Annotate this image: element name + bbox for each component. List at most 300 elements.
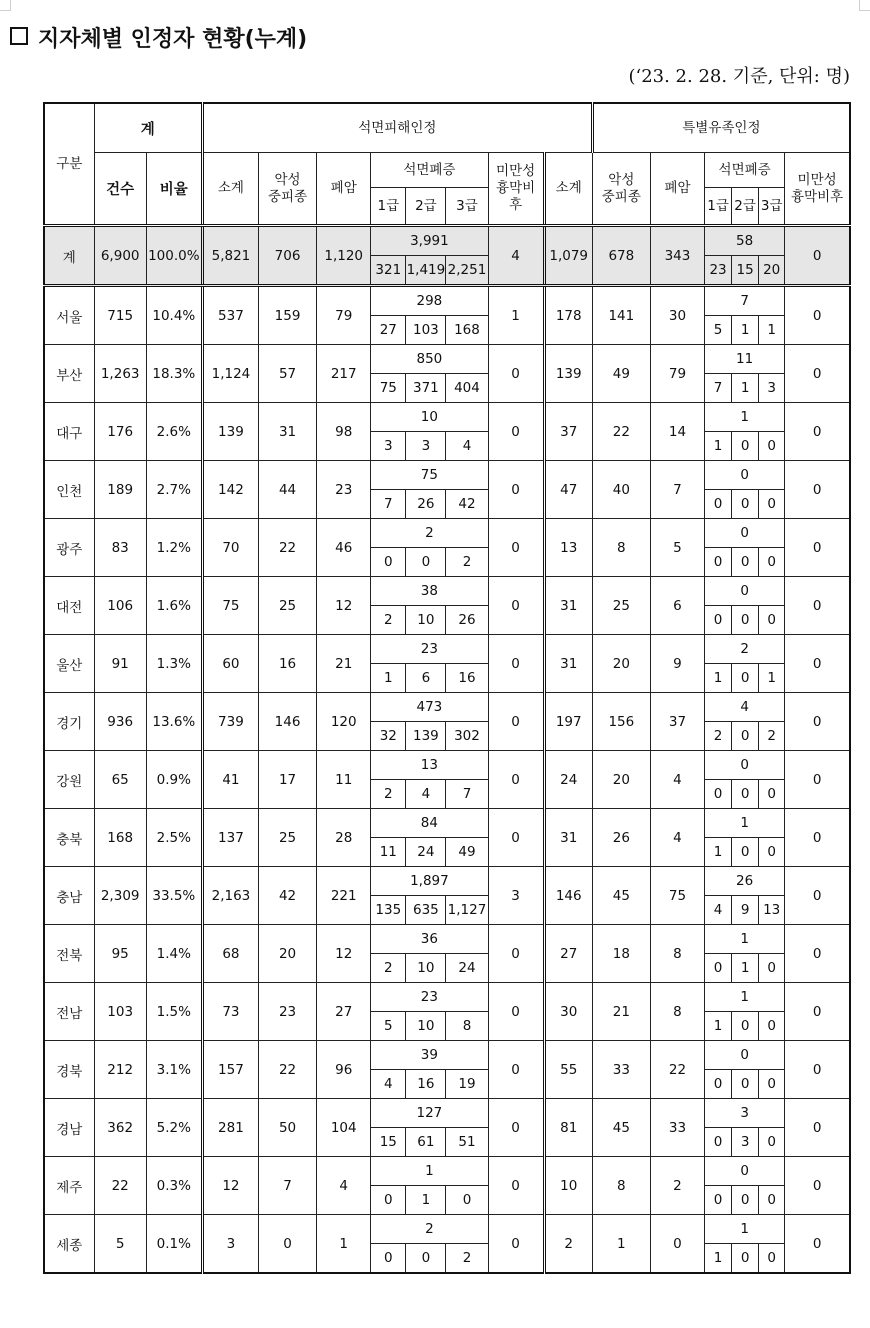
- row-a-asbestosis: 39: [371, 1041, 488, 1070]
- table-row: [44, 577, 850, 606]
- header-asbestos-group: 석면피해인정: [202, 103, 592, 153]
- row-s-asbestosis: 11: [705, 345, 785, 374]
- row-s-asbestosis: 0: [705, 1157, 785, 1186]
- row-s-asbestosis: 1: [705, 983, 785, 1012]
- header-s-g3: 3급: [759, 188, 785, 226]
- table-row: [44, 809, 850, 838]
- header-a-meso: 악성 중피종: [259, 153, 317, 226]
- row-s-lung: 7: [650, 461, 704, 519]
- row-a-lung: 79: [317, 286, 371, 345]
- row-a-meso: 22: [259, 1041, 317, 1099]
- row-s-lung: 79: [650, 345, 704, 403]
- row-s-meso: 18: [592, 925, 650, 983]
- row-a-g1: 2: [371, 780, 406, 809]
- row-s-asbestosis: 1: [705, 809, 785, 838]
- row-a-g3: 49: [446, 838, 488, 867]
- row-a-pleural: 0: [488, 635, 544, 693]
- row-a-lung: 104: [317, 1099, 371, 1157]
- row-count: 2,309: [94, 867, 146, 925]
- row-count: 189: [94, 461, 146, 519]
- row-s-g3: 0: [759, 1128, 785, 1157]
- row-a-pleural: 0: [488, 983, 544, 1041]
- row-a-asbestosis: 1: [371, 1157, 488, 1186]
- row-s-g1: 0: [705, 1128, 732, 1157]
- row-a-g3: 4: [446, 432, 488, 461]
- row-region-name: 대구: [44, 403, 94, 461]
- row-count: 212: [94, 1041, 146, 1099]
- row-s-asbestosis: 0: [705, 577, 785, 606]
- row-a-subtotal: 157: [202, 1041, 258, 1099]
- row-a-subtotal: 75: [202, 577, 258, 635]
- row-a-g1: 2: [371, 954, 406, 983]
- header-count: 건수: [94, 153, 146, 226]
- row-s-pleural: 0: [785, 867, 850, 925]
- row-count: 715: [94, 286, 146, 345]
- row-count: 5: [94, 1215, 146, 1274]
- row-region-name: 경북: [44, 1041, 94, 1099]
- row-region-name: 울산: [44, 635, 94, 693]
- row-s-subtotal: 13: [544, 519, 592, 577]
- row-s-subtotal: 2: [544, 1215, 592, 1274]
- row-s-meso: 49: [592, 345, 650, 403]
- row-a-lung: 23: [317, 461, 371, 519]
- row-s-pleural: 0: [785, 403, 850, 461]
- table-row: [44, 693, 850, 722]
- row-s-g3: 0: [759, 1070, 785, 1099]
- row-s-g3: 1: [759, 316, 785, 345]
- row-a-meso: 16: [259, 635, 317, 693]
- row-s-asbestosis: 58: [705, 226, 785, 256]
- row-a-pleural: 1: [488, 286, 544, 345]
- row-s-asbestosis: 4: [705, 693, 785, 722]
- row-s-g3: 0: [759, 432, 785, 461]
- row-a-subtotal: 281: [202, 1099, 258, 1157]
- row-s-asbestosis: 0: [705, 519, 785, 548]
- row-a-lung: 46: [317, 519, 371, 577]
- row-s-pleural: 0: [785, 286, 850, 345]
- row-a-subtotal: 137: [202, 809, 258, 867]
- row-s-g3: 0: [759, 1186, 785, 1215]
- row-a-asbestosis: 2: [371, 519, 488, 548]
- row-ratio: 1.6%: [146, 577, 202, 635]
- row-s-g3: 0: [759, 606, 785, 635]
- row-a-subtotal: 41: [202, 751, 258, 809]
- row-s-pleural: 0: [785, 1157, 850, 1215]
- row-s-lung: 8: [650, 983, 704, 1041]
- row-s-lung: 4: [650, 751, 704, 809]
- row-a-pleural: 0: [488, 577, 544, 635]
- header-ratio: 비율: [146, 153, 202, 226]
- row-a-g3: 2,251: [446, 256, 488, 286]
- row-a-g2: 10: [406, 954, 446, 983]
- row-a-subtotal: 139: [202, 403, 258, 461]
- row-a-subtotal: 2,163: [202, 867, 258, 925]
- row-s-g1: 1: [705, 664, 732, 693]
- row-region-name: 세종: [44, 1215, 94, 1274]
- row-s-lung: 4: [650, 809, 704, 867]
- row-s-subtotal: 47: [544, 461, 592, 519]
- row-s-asbestosis: 3: [705, 1099, 785, 1128]
- row-s-subtotal: 178: [544, 286, 592, 345]
- row-s-asbestosis: 1: [705, 403, 785, 432]
- row-s-meso: 45: [592, 867, 650, 925]
- row-a-g1: 7: [371, 490, 406, 519]
- row-s-subtotal: 31: [544, 577, 592, 635]
- header-total-group: 계: [94, 103, 202, 153]
- row-count: 106: [94, 577, 146, 635]
- row-s-asbestosis: 1: [705, 1215, 785, 1244]
- row-a-lung: 27: [317, 983, 371, 1041]
- row-a-subtotal: 739: [202, 693, 258, 751]
- row-s-subtotal: 27: [544, 925, 592, 983]
- row-s-g2: 0: [732, 606, 759, 635]
- row-a-subtotal: 68: [202, 925, 258, 983]
- header-s-meso: 악성 중피종: [592, 153, 650, 226]
- row-a-g3: 168: [446, 316, 488, 345]
- row-a-g2: 24: [406, 838, 446, 867]
- row-s-g2: 0: [732, 838, 759, 867]
- row-ratio: 18.3%: [146, 345, 202, 403]
- row-region-name: 광주: [44, 519, 94, 577]
- row-a-pleural: 0: [488, 461, 544, 519]
- row-a-g3: 404: [446, 374, 488, 403]
- row-s-lung: 8: [650, 925, 704, 983]
- row-region-name: 충북: [44, 809, 94, 867]
- row-s-g3: 20: [759, 256, 785, 286]
- row-ratio: 0.9%: [146, 751, 202, 809]
- row-s-pleural: 0: [785, 983, 850, 1041]
- row-a-asbestosis: 84: [371, 809, 488, 838]
- row-a-g3: 0: [446, 1186, 488, 1215]
- row-count: 91: [94, 635, 146, 693]
- row-a-meso: 31: [259, 403, 317, 461]
- row-a-g1: 0: [371, 548, 406, 577]
- table-row: [44, 286, 850, 316]
- row-a-g3: 42: [446, 490, 488, 519]
- row-ratio: 13.6%: [146, 693, 202, 751]
- row-s-lung: 5: [650, 519, 704, 577]
- row-a-g2: 0: [406, 1244, 446, 1274]
- row-s-lung: 37: [650, 693, 704, 751]
- row-count: 65: [94, 751, 146, 809]
- header-a-g1: 1급: [371, 188, 406, 226]
- row-s-g2: 3: [732, 1128, 759, 1157]
- row-s-pleural: 0: [785, 1099, 850, 1157]
- row-a-g2: 6: [406, 664, 446, 693]
- row-a-g3: 16: [446, 664, 488, 693]
- row-a-meso: 20: [259, 925, 317, 983]
- row-s-subtotal: 10: [544, 1157, 592, 1215]
- title-text: 지자체별 인정자 현황(누계): [38, 27, 308, 52]
- header-row-1: [44, 103, 850, 153]
- row-a-lung: 12: [317, 925, 371, 983]
- row-a-pleural: 0: [488, 925, 544, 983]
- row-s-meso: 25: [592, 577, 650, 635]
- row-a-g2: 371: [406, 374, 446, 403]
- row-a-g2: 1: [406, 1186, 446, 1215]
- row-a-meso: 17: [259, 751, 317, 809]
- row-s-g1: 1: [705, 432, 732, 461]
- row-a-g2: 1,419: [406, 256, 446, 286]
- row-s-g2: 0: [732, 1244, 759, 1274]
- row-s-lung: 33: [650, 1099, 704, 1157]
- row-a-lung: 12: [317, 577, 371, 635]
- row-ratio: 2.7%: [146, 461, 202, 519]
- row-a-g3: 26: [446, 606, 488, 635]
- row-s-asbestosis: 1: [705, 925, 785, 954]
- row-a-g1: 4: [371, 1070, 406, 1099]
- row-s-asbestosis: 7: [705, 286, 785, 316]
- row-s-g3: 3: [759, 374, 785, 403]
- row-a-asbestosis: 10: [371, 403, 488, 432]
- row-a-asbestosis: 23: [371, 983, 488, 1012]
- row-s-meso: 8: [592, 519, 650, 577]
- row-s-g2: 1: [732, 954, 759, 983]
- row-s-g1: 0: [705, 954, 732, 983]
- row-a-g1: 1: [371, 664, 406, 693]
- table-row: [44, 1215, 850, 1244]
- table-row: [44, 1041, 850, 1070]
- row-a-g1: 27: [371, 316, 406, 345]
- row-s-g2: 0: [732, 1186, 759, 1215]
- row-a-g2: 4: [406, 780, 446, 809]
- row-s-subtotal: 31: [544, 635, 592, 693]
- row-count: 936: [94, 693, 146, 751]
- row-ratio: 0.1%: [146, 1215, 202, 1274]
- row-s-g2: 1: [732, 374, 759, 403]
- row-count: 103: [94, 983, 146, 1041]
- row-a-g1: 2: [371, 606, 406, 635]
- row-s-asbestosis: 26: [705, 867, 785, 896]
- table-body: [44, 103, 850, 1273]
- row-s-g3: 0: [759, 548, 785, 577]
- row-a-subtotal: 5,821: [202, 226, 258, 286]
- header-s-g2: 2급: [732, 188, 759, 226]
- header-a-subtotal: 소계: [202, 153, 258, 226]
- row-a-pleural: 0: [488, 403, 544, 461]
- row-s-g2: 0: [732, 780, 759, 809]
- page-corner-mark-top-right: [859, 0, 870, 11]
- row-s-pleural: 0: [785, 693, 850, 751]
- row-a-g1: 0: [371, 1244, 406, 1274]
- row-a-asbestosis: 3,991: [371, 226, 488, 256]
- row-a-subtotal: 12: [202, 1157, 258, 1215]
- row-a-g3: 1,127: [446, 896, 488, 925]
- row-s-subtotal: 24: [544, 751, 592, 809]
- row-s-lung: 6: [650, 577, 704, 635]
- row-a-meso: 57: [259, 345, 317, 403]
- row-a-g3: 8: [446, 1012, 488, 1041]
- row-ratio: 1.2%: [146, 519, 202, 577]
- row-s-g3: 0: [759, 838, 785, 867]
- row-s-subtotal: 81: [544, 1099, 592, 1157]
- row-s-lung: 2: [650, 1157, 704, 1215]
- row-s-meso: 22: [592, 403, 650, 461]
- row-a-meso: 25: [259, 577, 317, 635]
- row-s-meso: 1: [592, 1215, 650, 1274]
- row-a-g3: 51: [446, 1128, 488, 1157]
- row-s-g1: 0: [705, 1186, 732, 1215]
- row-a-meso: 25: [259, 809, 317, 867]
- row-a-meso: 7: [259, 1157, 317, 1215]
- row-ratio: 1.3%: [146, 635, 202, 693]
- row-a-g1: 11: [371, 838, 406, 867]
- row-a-meso: 23: [259, 983, 317, 1041]
- row-s-pleural: 0: [785, 751, 850, 809]
- row-region-name: 대전: [44, 577, 94, 635]
- row-a-g1: 135: [371, 896, 406, 925]
- row-s-g2: 0: [732, 722, 759, 751]
- row-a-asbestosis: 13: [371, 751, 488, 780]
- table-row: [44, 1157, 850, 1186]
- row-a-g2: 61: [406, 1128, 446, 1157]
- row-count: 95: [94, 925, 146, 983]
- row-s-asbestosis: 0: [705, 461, 785, 490]
- row-a-g2: 139: [406, 722, 446, 751]
- row-region-name: 서울: [44, 286, 94, 345]
- row-s-g1: 0: [705, 548, 732, 577]
- row-a-asbestosis: 75: [371, 461, 488, 490]
- row-a-subtotal: 1,124: [202, 345, 258, 403]
- row-a-g1: 32: [371, 722, 406, 751]
- row-a-g3: 2: [446, 548, 488, 577]
- row-a-g2: 0: [406, 548, 446, 577]
- row-ratio: 10.4%: [146, 286, 202, 345]
- row-a-g2: 16: [406, 1070, 446, 1099]
- table-row: [44, 867, 850, 896]
- row-ratio: 0.3%: [146, 1157, 202, 1215]
- row-a-asbestosis: 850: [371, 345, 488, 374]
- row-a-pleural: 3: [488, 867, 544, 925]
- row-region-name: 전남: [44, 983, 94, 1041]
- row-a-g2: 103: [406, 316, 446, 345]
- row-s-g1: 1: [705, 1012, 732, 1041]
- row-region-name: 부산: [44, 345, 94, 403]
- row-s-lung: 343: [650, 226, 704, 286]
- row-count: 168: [94, 809, 146, 867]
- row-s-meso: 678: [592, 226, 650, 286]
- row-a-lung: 120: [317, 693, 371, 751]
- row-a-subtotal: 142: [202, 461, 258, 519]
- row-a-g1: 75: [371, 374, 406, 403]
- row-a-lung: 217: [317, 345, 371, 403]
- row-s-subtotal: 30: [544, 983, 592, 1041]
- row-s-g3: 2: [759, 722, 785, 751]
- row-s-g1: 4: [705, 896, 732, 925]
- row-a-lung: 96: [317, 1041, 371, 1099]
- row-count: 362: [94, 1099, 146, 1157]
- table-row: [44, 403, 850, 432]
- row-s-subtotal: 139: [544, 345, 592, 403]
- row-s-subtotal: 37: [544, 403, 592, 461]
- row-count: 176: [94, 403, 146, 461]
- row-ratio: 2.6%: [146, 403, 202, 461]
- row-s-lung: 75: [650, 867, 704, 925]
- row-s-g2: 1: [732, 316, 759, 345]
- header-s-asbestosis: 석면폐증: [705, 153, 785, 188]
- row-s-g2: 0: [732, 1012, 759, 1041]
- row-s-g1: 23: [705, 256, 732, 286]
- row-s-g2: 9: [732, 896, 759, 925]
- row-s-pleural: 0: [785, 925, 850, 983]
- row-s-meso: 156: [592, 693, 650, 751]
- header-gubun: 구분: [44, 103, 94, 226]
- table-row: [44, 226, 850, 256]
- row-a-asbestosis: 36: [371, 925, 488, 954]
- row-a-pleural: 0: [488, 693, 544, 751]
- row-a-pleural: 0: [488, 751, 544, 809]
- row-s-pleural: 0: [785, 519, 850, 577]
- row-s-lung: 14: [650, 403, 704, 461]
- table-row: [44, 345, 850, 374]
- unit-note: (‘23. 2. 28. 기준, 단위: 명): [628, 66, 850, 87]
- header-a-g2: 2급: [406, 188, 446, 226]
- page-corner-mark-top-left: [0, 0, 11, 11]
- row-region-name: 전북: [44, 925, 94, 983]
- row-s-meso: 8: [592, 1157, 650, 1215]
- row-a-g3: 7: [446, 780, 488, 809]
- row-s-pleural: 0: [785, 345, 850, 403]
- header-special-group: 특별유족인정: [592, 103, 850, 153]
- row-a-subtotal: 73: [202, 983, 258, 1041]
- table-row: [44, 519, 850, 548]
- row-a-lung: 4: [317, 1157, 371, 1215]
- row-a-meso: 44: [259, 461, 317, 519]
- row-a-g1: 0: [371, 1186, 406, 1215]
- row-s-lung: 9: [650, 635, 704, 693]
- row-s-pleural: 0: [785, 577, 850, 635]
- row-ratio: 1.4%: [146, 925, 202, 983]
- header-s-lung: 폐암: [650, 153, 704, 226]
- table-row: [44, 983, 850, 1012]
- row-a-g2: 3: [406, 432, 446, 461]
- row-a-lung: 1: [317, 1215, 371, 1274]
- row-a-subtotal: 70: [202, 519, 258, 577]
- row-a-lung: 1,120: [317, 226, 371, 286]
- row-s-g3: 0: [759, 780, 785, 809]
- header-s-subtotal: 소계: [544, 153, 592, 226]
- row-count: 83: [94, 519, 146, 577]
- row-s-meso: 26: [592, 809, 650, 867]
- row-ratio: 100.0%: [146, 226, 202, 286]
- row-s-g1: 0: [705, 780, 732, 809]
- row-a-pleural: 0: [488, 345, 544, 403]
- row-region-name: 강원: [44, 751, 94, 809]
- row-count: 22: [94, 1157, 146, 1215]
- row-s-pleural: 0: [785, 461, 850, 519]
- row-a-lung: 28: [317, 809, 371, 867]
- row-ratio: 2.5%: [146, 809, 202, 867]
- row-a-lung: 98: [317, 403, 371, 461]
- row-region-name: 계: [44, 226, 94, 286]
- table-row: [44, 925, 850, 954]
- header-a-asbestosis: 석면폐증: [371, 153, 488, 188]
- row-a-pleural: 0: [488, 1041, 544, 1099]
- row-a-lung: 221: [317, 867, 371, 925]
- row-s-meso: 20: [592, 635, 650, 693]
- row-a-asbestosis: 298: [371, 286, 488, 316]
- row-a-g1: 5: [371, 1012, 406, 1041]
- row-s-meso: 33: [592, 1041, 650, 1099]
- row-s-g2: 15: [732, 256, 759, 286]
- row-s-pleural: 0: [785, 1215, 850, 1274]
- row-s-asbestosis: 0: [705, 751, 785, 780]
- row-a-subtotal: 60: [202, 635, 258, 693]
- row-a-lung: 11: [317, 751, 371, 809]
- row-ratio: 3.1%: [146, 1041, 202, 1099]
- row-s-subtotal: 31: [544, 809, 592, 867]
- row-s-g2: 0: [732, 432, 759, 461]
